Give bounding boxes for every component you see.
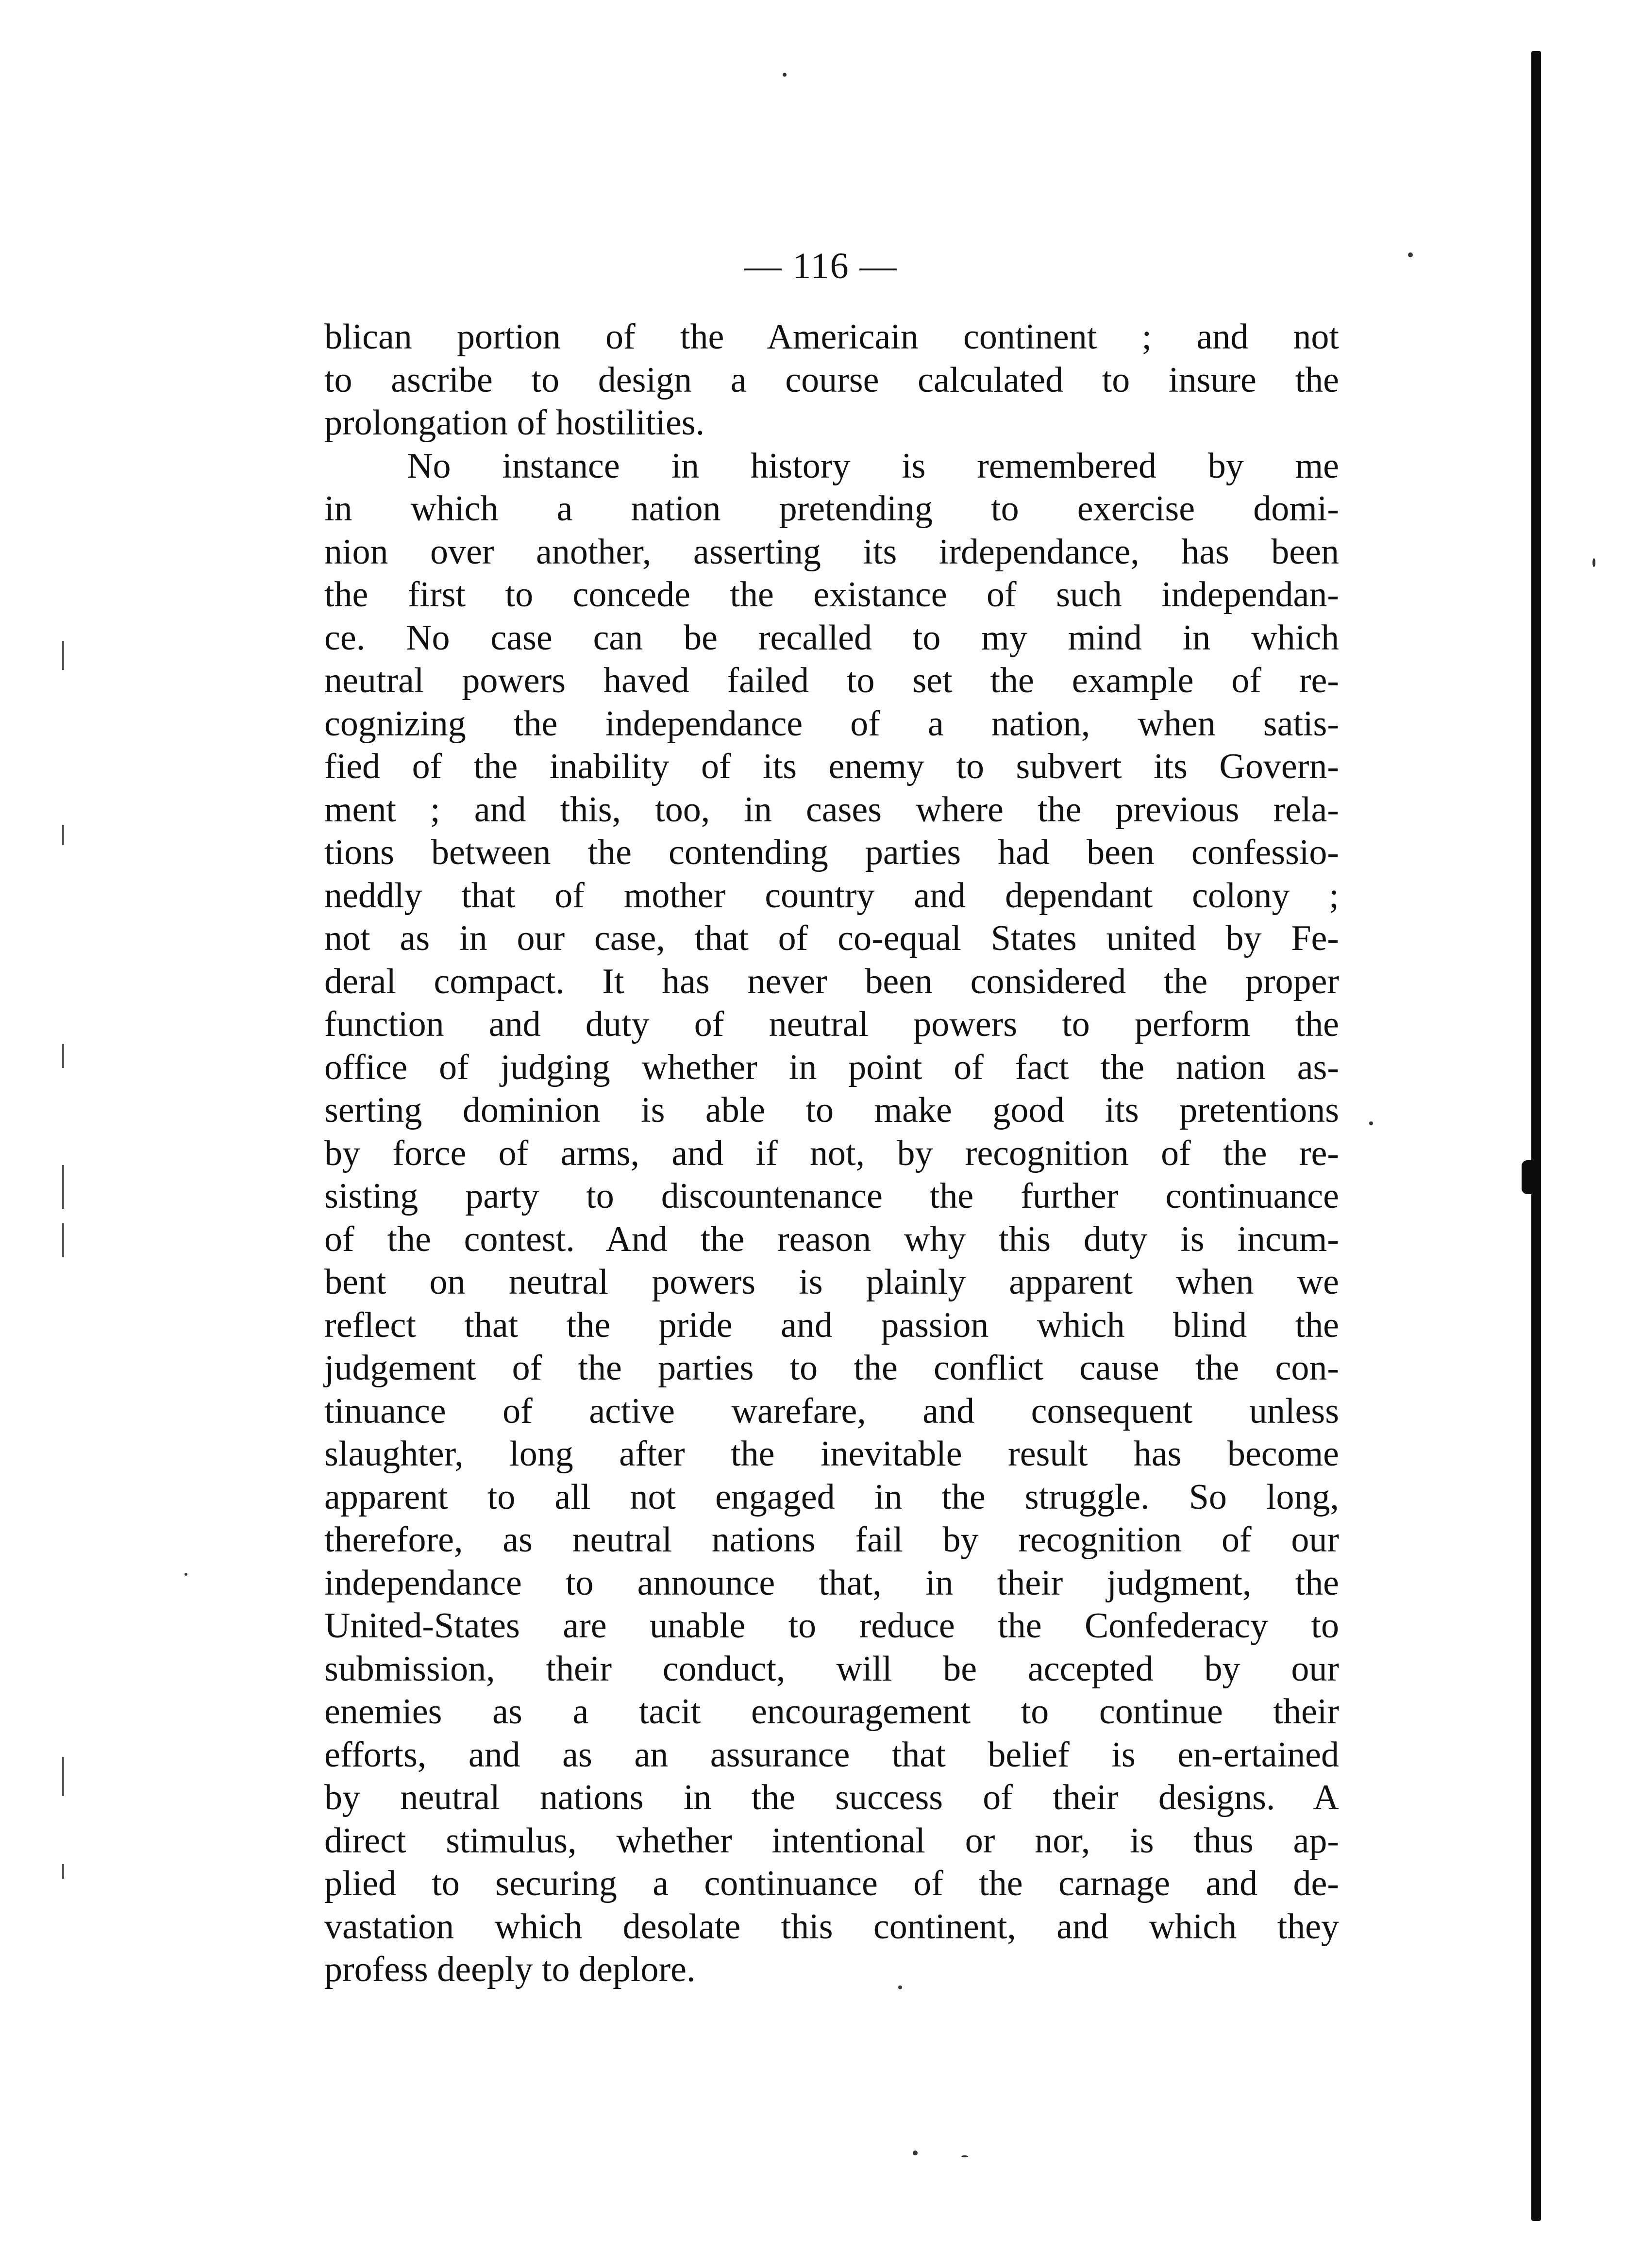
text-line: ce. No case can be recalled to my mind in which: [324, 617, 1339, 658]
scan-edge-mark: [62, 1223, 64, 1257]
text-line: United-States are unable to reduce the Confederacy to: [324, 1606, 1339, 1646]
paragraph: [324, 445, 1339, 1991]
text-line: by force of arms, and if not, by recognition of the re-: [324, 1133, 1339, 1173]
paragraph: [324, 316, 1339, 445]
text-line: fied of the inability of its enemy to subvert its Govern-: [324, 747, 1339, 786]
scan-edge-mark: [62, 825, 64, 845]
text-line: sisting party to discountenance the further continuance: [324, 1176, 1339, 1216]
text-line: ment ; and this, too, in cases where the previous rela-: [324, 789, 1339, 830]
text-line: profess deeply to deplore.: [324, 1950, 696, 1989]
scan-speck: [783, 73, 787, 77]
text-line: vastation which desolate this continent, and which they: [324, 1906, 1339, 1947]
text-line: No instance in history is remembered by me: [407, 446, 1339, 486]
text-line: serting dominion is able to make good its pretentions: [324, 1090, 1339, 1130]
page-number: — 116 —: [744, 246, 898, 286]
text-line: in which a nation pretending to exercise domi-: [324, 489, 1339, 529]
text-line: plied to securing a continuance of the carnage and de-: [324, 1864, 1339, 1903]
text-line: deral compact. It has never been considered the proper: [324, 961, 1339, 1001]
text-line: judgement of the parties to the conflict cause the con-: [324, 1348, 1339, 1388]
text-line: therefore, as neutral nations fail by recognition of our: [324, 1520, 1339, 1560]
text-line: not as in our case, that of co-equal States united by Fe-: [324, 918, 1339, 958]
scan-speck: [913, 2151, 918, 2155]
text-line: neutral powers haved failed to set the example of re-: [324, 661, 1339, 700]
text-line: direct stimulus, whether intentional or nor, is thus ap-: [324, 1820, 1339, 1861]
scan-speck: [961, 2155, 968, 2157]
text-line: of the contest. And the reason why this duty is incum-: [324, 1219, 1339, 1259]
text-line: function and duty of neutral powers to perform the: [324, 1004, 1339, 1044]
scan-edge-mark: [62, 1165, 64, 1209]
binding-edge-notch: [1522, 1160, 1534, 1194]
text-line: prolongation of hostilities.: [324, 403, 705, 443]
text-line: independance to announce that, in their judgment, the: [324, 1563, 1339, 1603]
text-line: office of judging whether in point of fact the nation as-: [324, 1047, 1339, 1087]
text-line: efforts, and as an assurance that belief is en-ertained: [324, 1734, 1339, 1775]
scan-speck: [1592, 558, 1595, 567]
text-line: slaughter, long after the inevitable result has become: [324, 1434, 1339, 1474]
binding-edge-line: [1531, 51, 1541, 2221]
text-line: cognizing the independance of a nation, when satis-: [324, 703, 1339, 744]
text-line: submission, their conduct, will be accepted by our: [324, 1649, 1339, 1689]
text-line: the first to concede the existance of such independan-: [324, 575, 1339, 615]
text-line: tions between the contending parties had been confessio-: [324, 833, 1339, 872]
scan-speck: [1369, 1121, 1373, 1125]
scan-speck: [184, 1573, 187, 1576]
text-line: bent on neutral powers is plainly apparent when we: [324, 1262, 1339, 1302]
scan-edge-mark: [62, 1864, 64, 1879]
scan-edge-mark: [62, 641, 64, 670]
text-line: by neutral nations in the success of their designs. A: [324, 1778, 1339, 1818]
scan-edge-mark: [62, 1044, 64, 1068]
text-line: tinuance of active warefare, and consequent unless: [324, 1391, 1339, 1431]
text-line: reflect that the pride and passion which blind the: [324, 1305, 1339, 1345]
text-line: to ascribe to design a course calculated to insure the: [324, 360, 1339, 400]
scan-edge-mark: [62, 1757, 64, 1796]
text-line: neddly that of mother country and dependant colony ;: [324, 875, 1339, 916]
text-line: nion over another, asserting its irdependance, has been: [324, 532, 1339, 572]
text-line: enemies as a tacit encouragement to continue their: [324, 1692, 1339, 1732]
text-line: blican portion of the Americain continent ; and not: [324, 317, 1339, 357]
body-text: [324, 316, 1339, 1991]
text-line: apparent to all not engaged in the struggle. So long,: [324, 1477, 1339, 1517]
